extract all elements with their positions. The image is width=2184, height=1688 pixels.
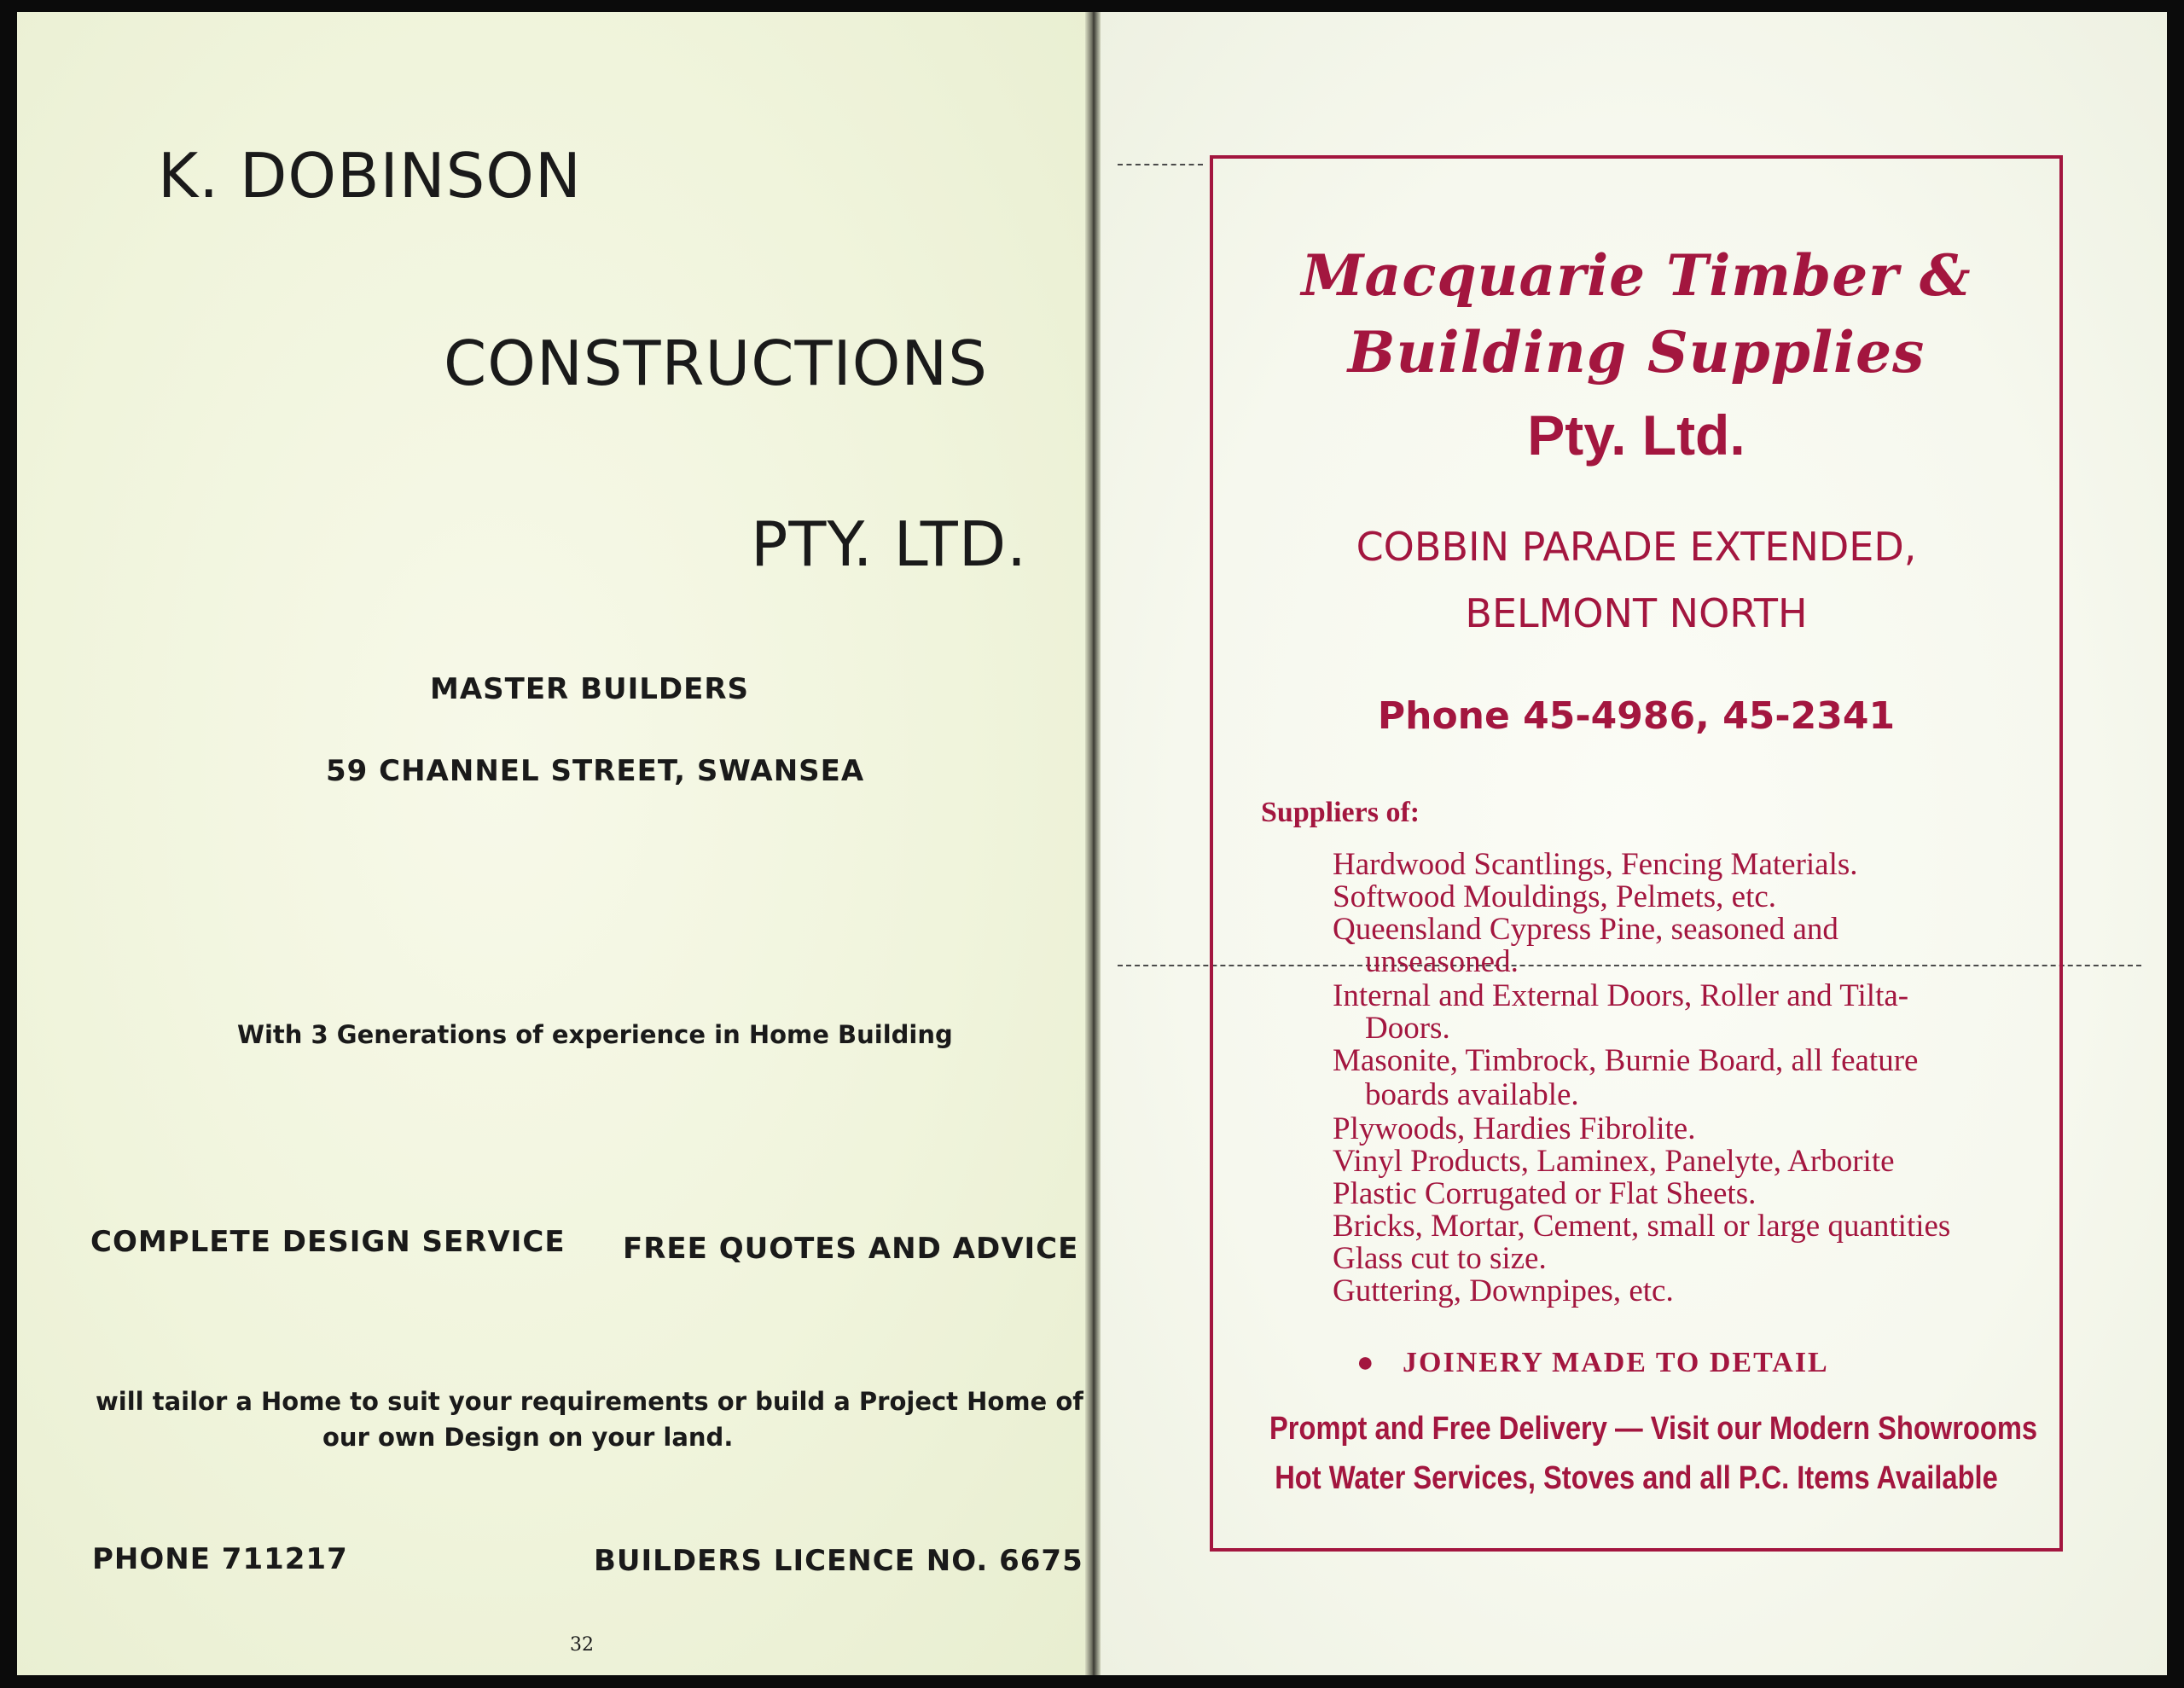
suppliers-heading: Suppliers of:	[1261, 797, 1420, 828]
list-item: Guttering, Downpipes, etc.	[1333, 1273, 1674, 1308]
list-item: Softwood Mouldings, Pelmets, etc.	[1333, 879, 1777, 914]
joinery-text: JOINERY MADE TO DETAIL	[1403, 1347, 1829, 1378]
pty-ltd-line: PTY. LTD.	[751, 508, 1028, 580]
tailor-line-2: our own Design on your land.	[322, 1423, 734, 1452]
list-item: Internal and External Doors, Roller and Tilta-	[1333, 978, 1909, 1013]
ad-title-line-1: Macquarie Timber &	[1301, 242, 1972, 309]
ad-address-line-2: BELMONT NORTH	[1465, 590, 1808, 636]
list-item: Plywoods, Hardies Fibrolite.	[1333, 1111, 1696, 1146]
generations-tagline: With 3 Generations of experience in Home Building	[237, 1020, 953, 1049]
bullet-icon: ●	[1356, 1347, 1376, 1378]
list-item: Doors.	[1365, 1011, 1450, 1046]
list-item: Hardwood Scantlings, Fencing Materials.	[1333, 847, 1858, 882]
right-page	[1101, 12, 2167, 1675]
page-number: 32	[570, 1634, 594, 1656]
ad-phone: Phone 45-4986, 45-2341	[1377, 694, 1896, 738]
phone-number: PHONE 711217	[92, 1542, 348, 1576]
list-item: Masonite, Timbrock, Burnie Board, all feature	[1333, 1043, 1919, 1078]
ad-title-line-3: Pty. Ltd.	[1527, 403, 1745, 467]
joinery-line	[1356, 1347, 1829, 1379]
left-page	[17, 12, 1085, 1675]
address: 59 CHANNEL STREET, SWANSEA	[326, 754, 865, 788]
services-line: Hot Water Services, Stoves and all P.C. Items Available	[1275, 1460, 1998, 1496]
builders-licence: BUILDERS LICENCE NO. 6675	[594, 1544, 1083, 1578]
tailor-line-1: will tailor a Home to suit your requirements or build a Project Home of	[96, 1387, 1083, 1416]
list-item: boards available.	[1365, 1077, 1579, 1112]
constructions-line: CONSTRUCTIONS	[444, 328, 988, 399]
list-item: Vinyl Products, Laminex, Panelyte, Arborite	[1333, 1144, 1895, 1179]
master-builders: MASTER BUILDERS	[430, 672, 750, 706]
list-item: Glass cut to size.	[1333, 1241, 1547, 1276]
delivery-line: Prompt and Free Delivery — Visit our Modern Showrooms	[1269, 1411, 2038, 1447]
ad-address-line-1: COBBIN PARADE EXTENDED,	[1356, 524, 1917, 570]
list-item: Bricks, Mortar, Cement, small or large quantities	[1333, 1209, 1951, 1244]
list-item: Plastic Corrugated or Flat Sheets.	[1333, 1176, 1757, 1211]
list-item: unseasoned.	[1365, 944, 1519, 979]
free-quotes: FREE QUOTES AND ADVICE	[623, 1232, 1079, 1266]
design-service: COMPLETE DESIGN SERVICE	[90, 1225, 566, 1259]
company-name-line: K. DOBINSON	[158, 140, 582, 212]
list-item: Queensland Cypress Pine, seasoned and	[1333, 912, 1838, 947]
trim-line	[1118, 164, 1203, 165]
ad-title-line-2: Building Supplies	[1347, 319, 1926, 386]
book-gutter	[1085, 12, 1101, 1675]
